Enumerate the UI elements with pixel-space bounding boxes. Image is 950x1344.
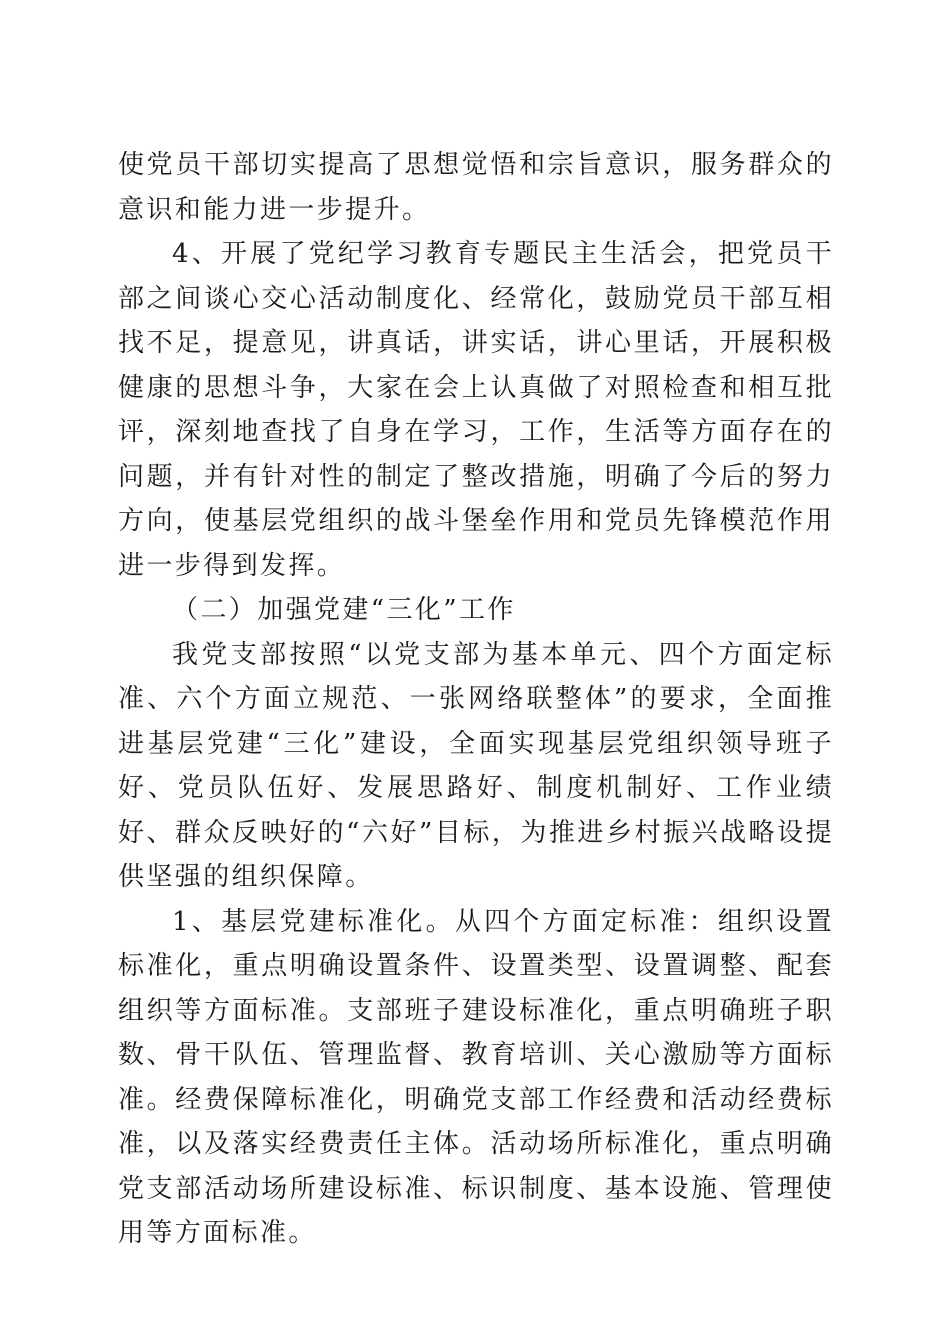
paragraph-item-4: 4、开展了党纪学习教育专题民主生活会，把党员干部之间谈心交心活动制度化、经常化，鼓励党员干部互相找不足，提意见，讲真话，讲实话，讲心里话，开展积极健康的思想斗争，大家在会上认真做了对照检查和相互批评，深刻地查找了自身在学习，工作，生活等方面存在的问题，并有针对性的制定了整改措施，明确了今后的努力方向，使基层党组织的战斗堡垒作用和党员先锋模范作用进一步得到发挥。 (118, 239, 834, 581)
paragraph-continuation: 使党员干部切实提高了思想觉悟和宗旨意识，服务群众的意识和能力进一步提升。 (118, 150, 834, 225)
paragraph-item-1: 1、基层党建标准化。从四个方面定标准：组织设置标准化，重点明确设置条件、设置类型、设置调整、配套组织等方面标准。支部班子建设标准化，重点明确班子职数、骨干队伍、管理监督、教育培训、关心激励等方面标准。经费保障标准化，明确党支部工作经费和活动经费标准，以及落实经费责任主体。活动场所标准化，重点明确党支部活动场所建设标准、标识制度、基本设施、管理使用等方面标准。 (118, 906, 834, 1248)
document-body (118, 143, 834, 1256)
paragraph-intro: 我党支部按照“以党支部为基本单元、四个方面定标准、六个方面立规范、一张网络联整体”的要求，全面推进基层党建“三化”建设，全面实现基层党组织领导班子好、党员队伍好、发展思路好、制度机制好、工作业绩好、群众反映好的“六好”目标，为推进乡村振兴战略设提供坚强的组织保障。 (118, 639, 834, 892)
section-heading: （二）加强党建“三化”工作 (172, 595, 516, 625)
